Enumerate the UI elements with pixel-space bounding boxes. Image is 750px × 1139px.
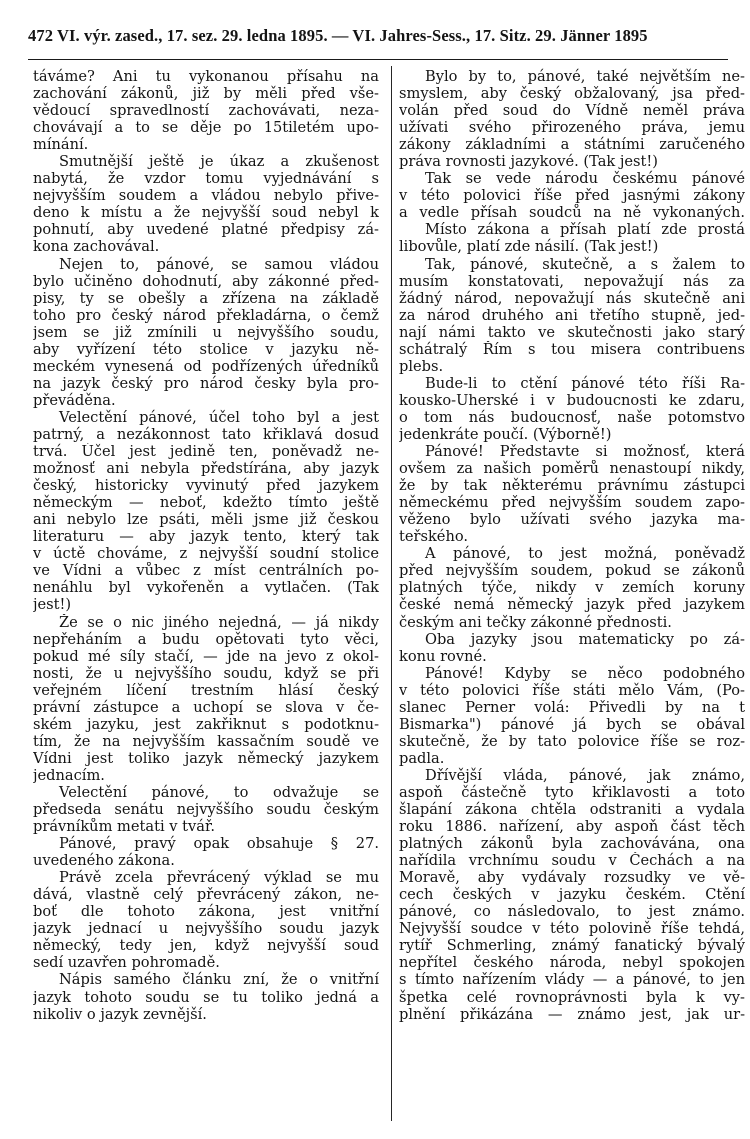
text-line: v úctě chováme, z nejvyšší soudní stolice (33, 545, 379, 563)
text-line: sedí uzavřen pohromadě. (33, 954, 220, 972)
text-line: schátralý Řím s tou misera contribuens (399, 340, 745, 358)
text-line: právní zástupce a uchopí se slova v če- (33, 698, 379, 716)
header-rule (28, 59, 728, 60)
text-line: rytíř Schmerling, známý fanatický bývalý (399, 937, 745, 955)
text-line: padla. (399, 749, 445, 767)
text-line: předseda senátu nejvyššího soudu českým (33, 801, 379, 819)
text-line: Oba jazyky jsou matematicky po zá- (425, 630, 745, 648)
text-line: českým ani tečky zákonné přednosti. (399, 613, 672, 631)
text-line: pisy, ty se obešly a zřízena na základě (33, 289, 379, 307)
text-line: Tak se vede národu českému pánové (425, 170, 745, 188)
text-line: teřského. (399, 528, 469, 546)
text-line: slanec Perner volá: Přivedli by na t (399, 698, 745, 716)
text-line: nepřeháním a budu opětovati tyto věci, (33, 630, 379, 648)
left-column (33, 68, 379, 1023)
text-line: české nemá německý jazyk před jazykem (399, 596, 745, 614)
text-line: Pánové, pravý opak obsahuje § 27. (59, 835, 379, 853)
text-line: s tímto nařízením vlády — a pánové, to jen (399, 971, 745, 989)
text-line: deno k místu a že nejvyšší soud nebyl k (33, 204, 379, 222)
text-line: patrný, a nezákonnost tato křiklavá dosud (33, 425, 379, 443)
text-line: Pánové! Kdyby se něco podobného (425, 664, 745, 682)
text-line: Nápis samého článku zní, že o vnitřní (59, 971, 379, 989)
text-line: v této polovici říše před jasnými zákony (399, 187, 745, 205)
text-line: nepřítel českého národa, nebyl spokojen (399, 954, 745, 972)
text-line: za národ druhého ani třetího stupně, jed- (399, 306, 745, 324)
text-line: že by tak některému právnímu zástupci (399, 477, 745, 495)
text-line: český, historicky vyvinutý před jazykem (33, 477, 379, 495)
text-line: skutečně, že by tato polovice říše se roz- (399, 732, 745, 750)
text-line: pohnutí, aby uvedené platné předpisy zá- (33, 221, 379, 239)
text-line: pánové, co následovalo, to jest známo. (399, 903, 745, 921)
text-line: tím, že na nejvyšším kassačním soudě ve (33, 732, 379, 750)
text-line: mínání. (33, 136, 89, 154)
text-line: konu rovné. (399, 647, 487, 665)
text-line: Vídni jest toliko jazyk německý jazykem (33, 749, 379, 767)
text-line: nosti, že u nejvyššího soudu, když se při (33, 664, 379, 682)
text-line: musím konstatovati, nepovažují nás za (399, 272, 745, 290)
running-header: 472 VI. výr. zased., 17. sez. 29. ledna 1895. — VI. Jahres-Sess., 17. Sitz. 29. Jänner 1895 (28, 26, 648, 45)
text-line: platných týče, nikdy v zemích koruny (399, 579, 745, 597)
text-line: ani nebylo lze psáti, měli jsme již českou (33, 511, 379, 529)
text-line: Bude-li to ctění pánové této říši Ra- (425, 374, 745, 392)
text-line: převáděna. (33, 391, 116, 409)
text-line: Právě zcela převrácený výklad se mu (59, 869, 379, 887)
text-line: Tak, pánové, skutečně, a s žalem to (425, 255, 745, 273)
text-line: a vedle přísah soudců na ně vykonaných. (399, 204, 745, 222)
text-line: možnosť ani nebyla předstírána, aby jazyk (33, 460, 379, 478)
text-line: volán před soud do Vídně neměl práva (399, 102, 745, 120)
text-line: literaturu — aby jazyk tento, který tak (33, 528, 379, 546)
text-line: platných zákonů byla zachovávána, ona (399, 835, 745, 853)
text-line: aby vyřízení této stolice v jazyku ně- (33, 340, 379, 358)
text-line: meckém vynesená od podřízených úředníků (33, 357, 379, 375)
text-line: plebs. (399, 357, 444, 375)
right-column (399, 68, 745, 1023)
text-line: trvá. Účel jest jedině ten, poněvadž ne- (33, 443, 379, 461)
text-line: jedenkráte poučí. (Výborně!) (399, 425, 612, 443)
text-line: nejvyšším soudem a vládou nebylo přive- (33, 187, 379, 205)
text-line: věženo bylo užívati svého jazyka ma- (399, 511, 745, 529)
text-line: Nejen to, pánové, se samou vládou (59, 255, 379, 273)
text-line: nabytá, že vzdor tomu vyjednávání s (33, 170, 379, 188)
text-line: Velectění pánové, to odvažuje se (59, 783, 379, 801)
text-line: veřejném líčení trestním hlásí český (33, 681, 379, 699)
text-line: ovšem za našich poměrů nenastoupí nikdy, (399, 460, 745, 478)
text-line: roku 1886. nařízení, aby aspoň část těch (399, 818, 745, 836)
text-line: uvedeného zákona. (33, 852, 175, 870)
text-line: německý, tedy jen, když nejvyšší soud (33, 937, 379, 955)
text-line: německým — neboť, kdežto tímto ještě (33, 494, 379, 512)
text-line: pokud mé síly stačí, — jde na jevo z okol- (33, 647, 379, 665)
text-line: ve Vídni a vůbec z míst centrálních po- (33, 562, 379, 580)
text-line: jazyk jednací u nejvyššího soudu jazyk (33, 920, 379, 938)
text-line: Smutnější ještě je úkaz a zkušenost (59, 153, 379, 171)
text-line: o tom nás budoucnosť, naše potomstvo (399, 408, 745, 426)
text-line: Místo zákona a přísah platí zde prostá (425, 221, 745, 239)
text-line: boť dle tohoto zákona, jest vnitřní (33, 903, 379, 921)
text-line: jazyk tohoto soudu se tu toliko jedná a (33, 988, 379, 1006)
text-line: žádný národ, nepovažují nás skutečně ani (399, 289, 745, 307)
text-line: Dřívější vláda, pánové, jak známo, (425, 766, 745, 784)
text-line: ském jazyku, jest zakřiknut s podotknu- (33, 715, 379, 733)
text-line: Velectění pánové, účel toho byl a jest (59, 408, 379, 426)
text-line: nenáhlu byl vykořeněn a vytlačen. (Tak (33, 579, 379, 597)
text-line: cech českých v jazyku českém. Ctění (399, 886, 745, 904)
text-line: na jazyk český pro národ česky byla pro- (33, 374, 379, 392)
text-line: zachování zákonů, již by měli před vše- (33, 85, 379, 103)
text-line: nikoliv o jazyk zevnější. (33, 1005, 207, 1023)
column-separator (391, 66, 392, 1121)
text-line: toho pro český národ překladárna, o čemž (33, 306, 379, 324)
text-line: aspoň částečně tyto křiklavosti a toto (399, 783, 745, 801)
text-line: jednacím. (33, 766, 105, 784)
text-line: německému před nejvyšším soudem zapo- (399, 494, 745, 512)
text-line: táváme? Ani tu vykonanou přísahu na (33, 68, 379, 85)
text-line: libovůle, platí zde násilí. (Tak jest!) (399, 238, 659, 256)
text-line: nařídila vrchnímu soudu v Čechách a na (399, 852, 745, 870)
text-line: Nejvyšší soudce v této polovině říše tehdá, (399, 920, 745, 938)
text-line: jsem se již zmínili u nejvyššího soudu, (33, 323, 379, 341)
text-line: chovávají a to se děje po 15tiletém upo- (33, 119, 379, 137)
text-line: v této polovici říše státi mělo Vám, (Po- (399, 681, 745, 699)
text-line: Že se o nic jiného nejedná, — já nikdy (59, 613, 379, 631)
text-line: smyslem, aby český obžalovaný, jsa před- (399, 85, 745, 103)
text-line: nají námi takto ve skutečnosti jako starý (399, 323, 745, 341)
text-line: špetka celé rovnoprávnosti byla k vy- (399, 988, 745, 1006)
text-line: užívati svého přirozeného práva, jemu (399, 119, 745, 137)
text-line: Bylo by to, pánové, také největším ne- (425, 68, 745, 85)
text-line: jest!) (33, 596, 72, 614)
text-line: Bismarka") pánové já bych se obával (399, 715, 745, 733)
text-line: bylo učiněno dohodnutí, aby zákonné před- (33, 272, 379, 290)
text-line: dává, vlastně celý převrácený zákon, ne- (33, 886, 379, 904)
text-line: kousko-Uherské i v budoucnosti ke zdaru, (399, 391, 745, 409)
text-line: A pánové, to jest možná, poněvadž (425, 545, 745, 563)
text-line: zákony základními a státními zaručeného (399, 136, 745, 154)
text-line: před nejvyšším soudem, pokud se zákonů (399, 562, 745, 580)
text-line: Pánové! Představte si možnosť, která (425, 443, 745, 461)
text-line: právníkům metati v tvář. (33, 818, 215, 836)
text-line: vědoucí spravedlností zachovávati, neza- (33, 102, 379, 120)
text-line: plnění přikázána — známo jest, jak ur- (399, 1005, 745, 1023)
text-line: kona zachovával. (33, 238, 160, 256)
text-line: práva rovnosti jazykové. (Tak jest!) (399, 153, 658, 171)
text-line: Moravě, aby vydávaly rozsudky ve vě- (399, 869, 745, 887)
text-line: šlapání zákona chtěla odstraniti a vydala (399, 801, 745, 819)
